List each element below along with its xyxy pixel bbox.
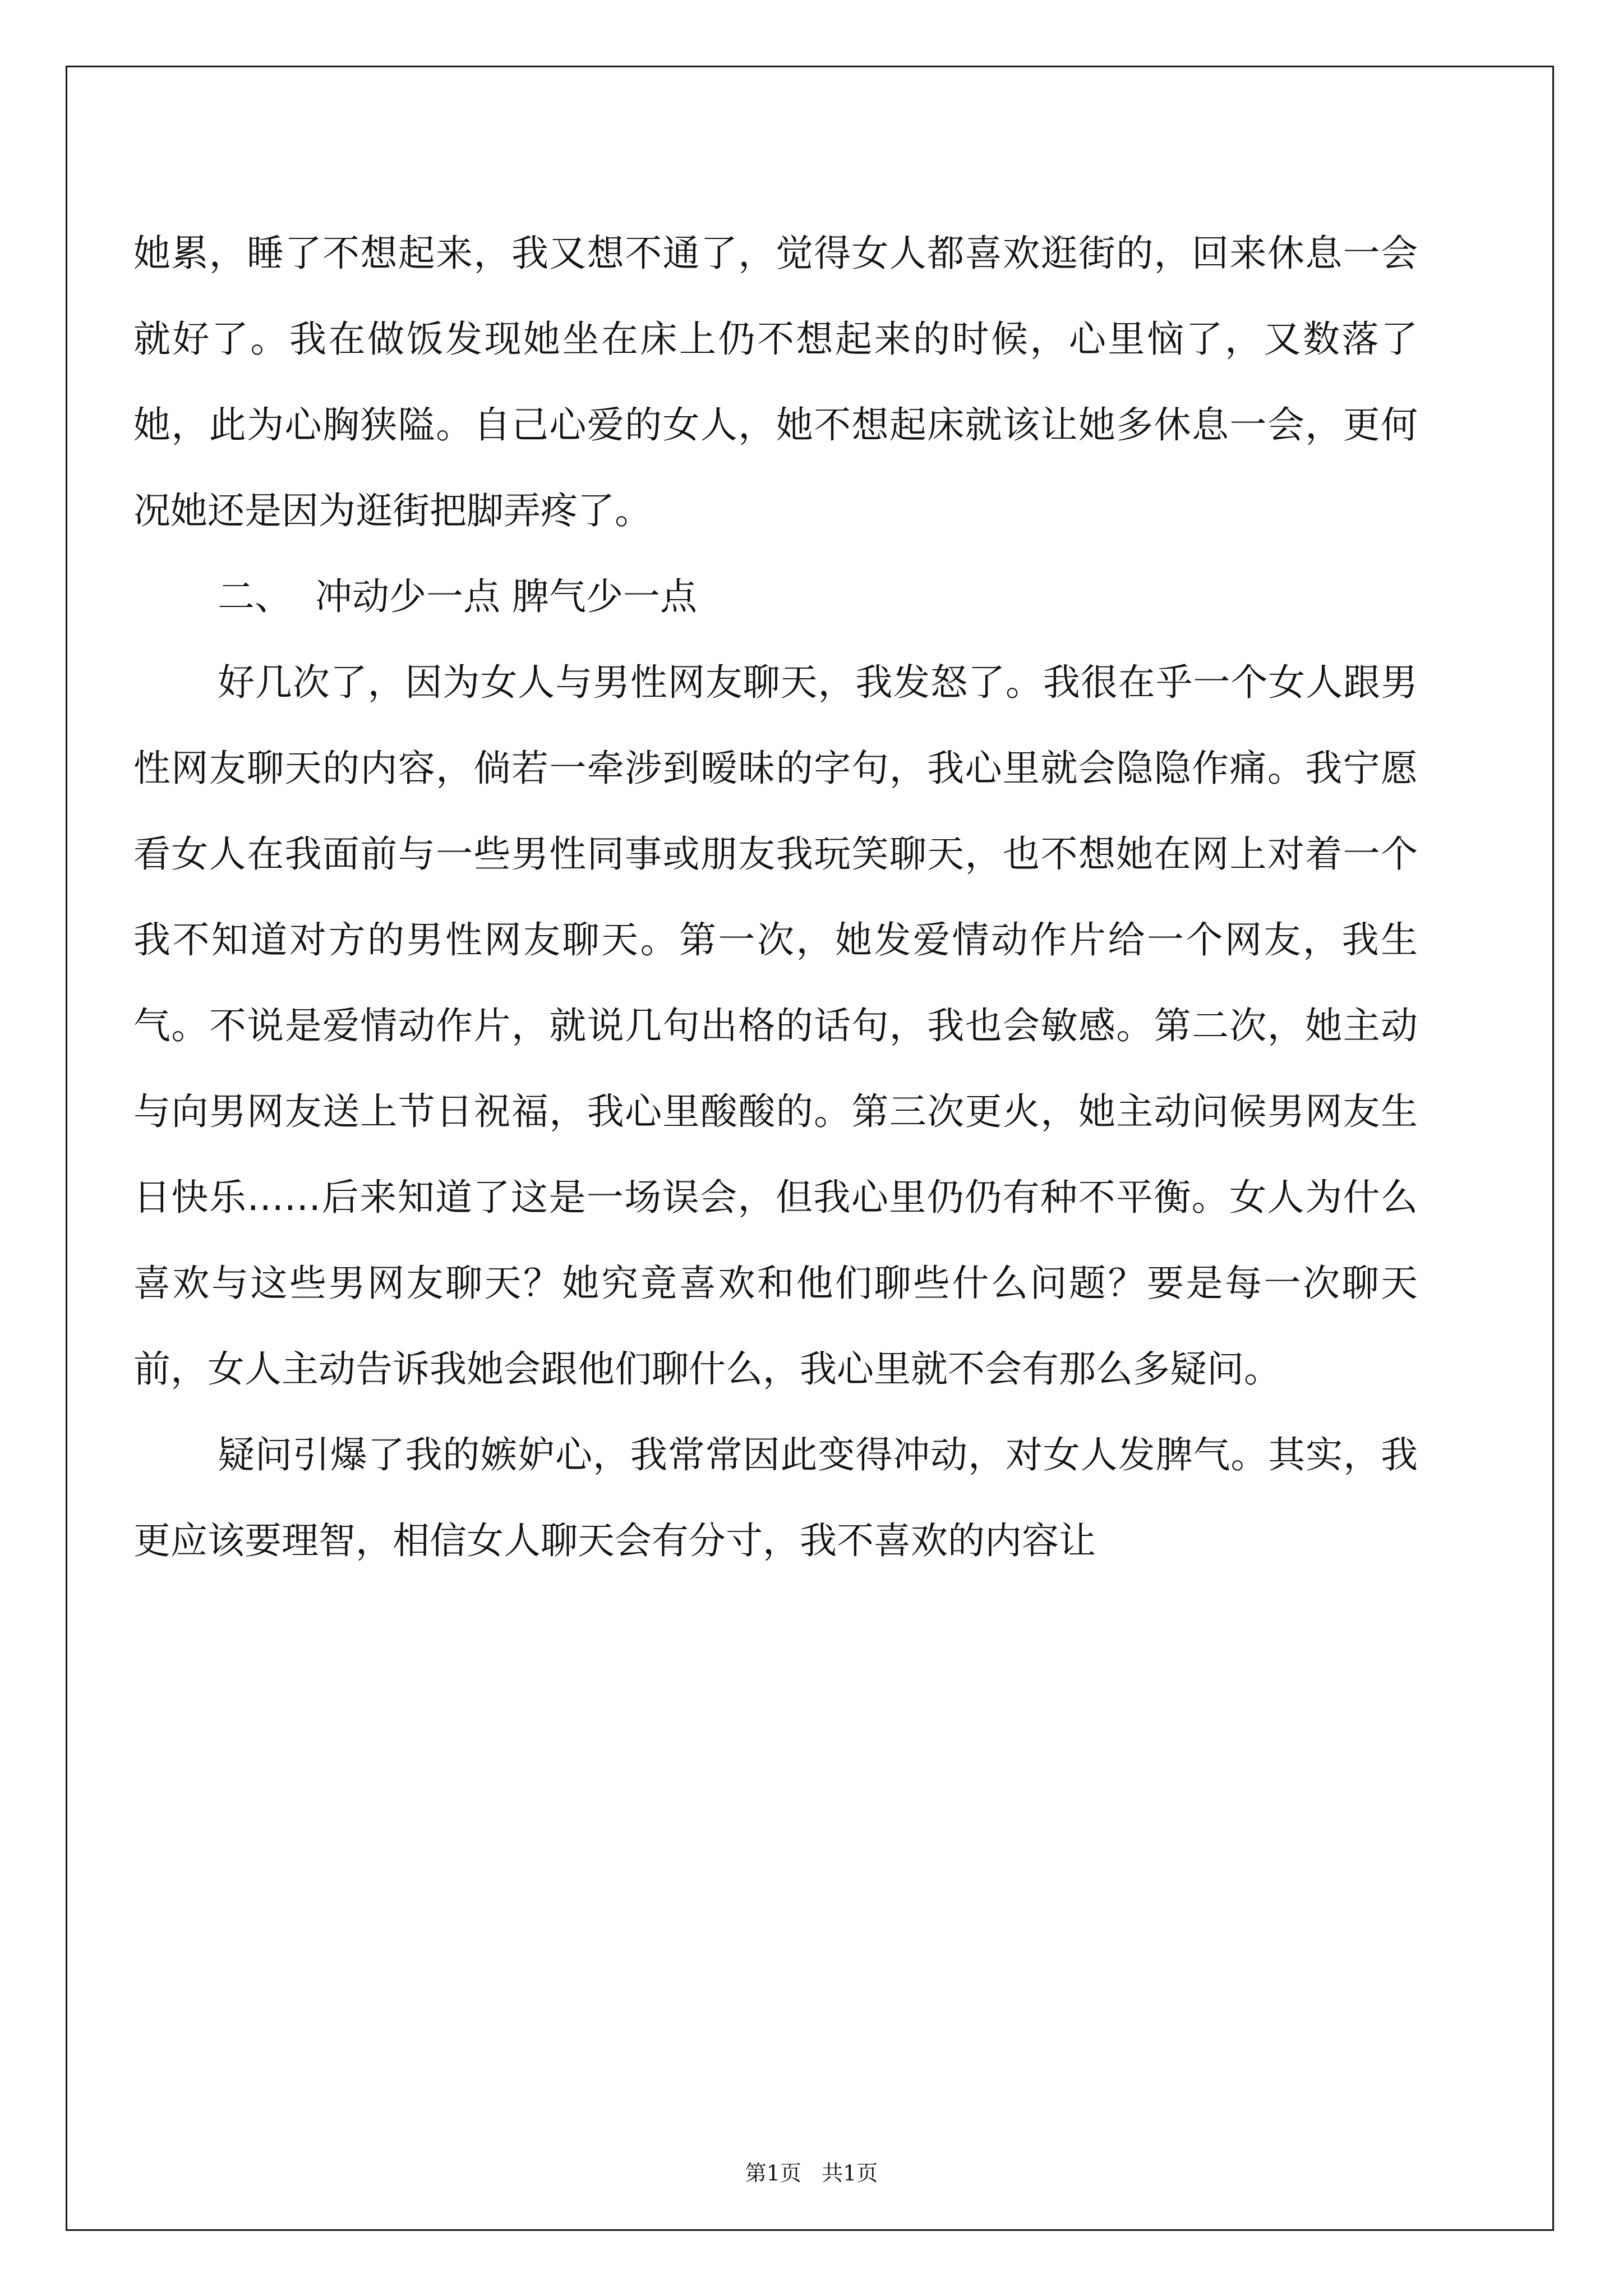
page-footer: 第1页 共1页 [745,2161,878,2185]
paragraph-online-chat: 好几次了，因为女人与男性网友聊天，我发怒了。我很在乎一个女人跟男性网友聊天的内容，倘若一牵涉到暧昧的字句，我心里就会隐隐作痛。我宁愿看女人在我面前与一些男性同事或朋友我玩笑聊天，也不想她在网上对着一个我不知道对方的男性网友聊天。第一次，她发爱情动作片给一个网友，我生气。不说是爱情动作片，就说几句出格的话句，我也会敏感。第二次，她主动与向男网友送上节日祝福，我心里酸酸的。第三次更火，她主动问候男网友生日快乐……后来知道了这是一场误会，但我心里仍仍有种不平衡。女人为什么喜欢与这些男网友聊天？她究竟喜欢和他们聊些什么问题？要是每一次聊天前，女人主动告诉我她会跟他们聊什么，我心里就不会有那么多疑问。 [133,661,1418,1391]
document-body [133,210,1418,1584]
section-heading: 二、 冲动少一点 脾气少一点 [218,575,697,618]
paragraph-jealousy: 疑问引爆了我的嫉妒心，我常常因此变得冲动，对女人发脾气。其实，我更应该要理智，相信女人聊天会有分寸，我不喜欢的内容让 [133,1433,1418,1562]
paragraph-continuation: 她累，睡了不想起来，我又想不通了，觉得女人都喜欢逛街的，回来休息一会就好了。我在做饭发现她坐在床上仍不想起来的时候，心里恼了，又数落了她，此为心胸狭隘。自己心爱的女人，她不想起床就该让她多休息一会，更何况她还是因为逛街把脚弄疼了。 [133,232,1418,532]
